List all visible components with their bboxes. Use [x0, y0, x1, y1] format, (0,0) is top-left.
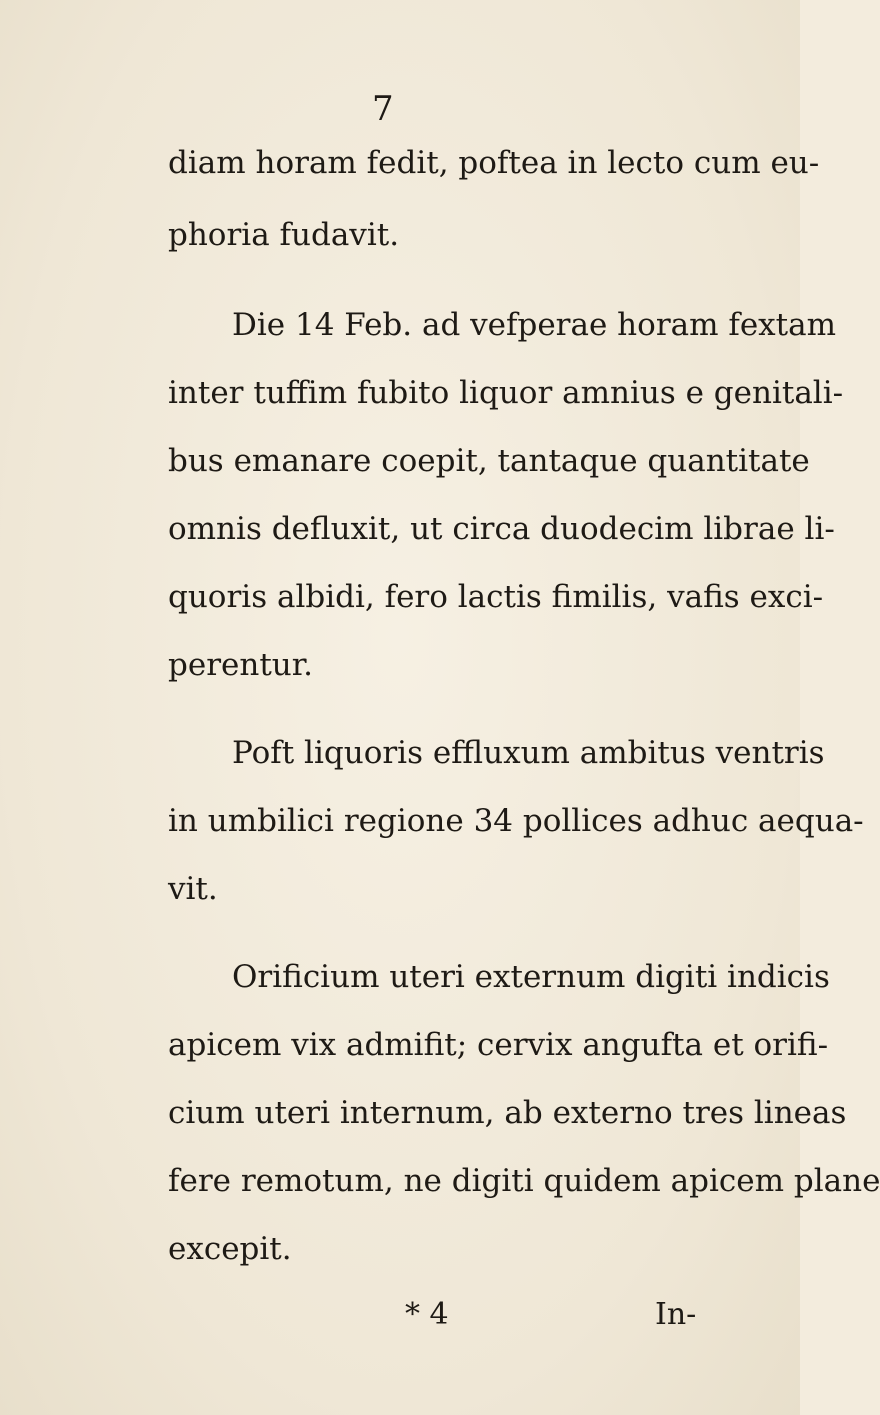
text-line-5: bus emanare coepit, tantaque quantitate: [168, 443, 810, 479]
page-footer: [0, 1297, 800, 1350]
catchword: In-: [655, 1297, 697, 1332]
text-line-3: Die 14 Feb. ad vefperae horam fextam: [232, 307, 837, 343]
text-line-8: perentur.: [168, 647, 314, 683]
text-line-6: omnis defluxit, ut circa duodecim librae li-: [168, 511, 835, 547]
text-line-14: cium uteri internum, ab externo tres lineas: [168, 1095, 847, 1131]
text-line-13: apicem vix admifit; cervix angufta et orifi-: [168, 1027, 829, 1063]
text-line-11: vit.: [168, 871, 218, 907]
text-line-15: fere remotum, ne digiti quidem apicem plane: [168, 1163, 880, 1199]
text-line-4: inter tuffim fubito liquor amnius e genitali-: [168, 375, 844, 411]
text-line-7: quoris albidi, fero lactis fimilis, vafis exci-: [168, 579, 824, 615]
signature-mark: * 4: [405, 1297, 449, 1332]
text-line-16: excepit.: [168, 1231, 292, 1267]
text-line-10: in umbilici regione 34 pollices adhuc aequa-: [168, 803, 864, 839]
text-line-1: diam horam fedit, poftea in lecto cum eu-: [168, 145, 820, 181]
page-number: 7: [372, 89, 394, 129]
text-line-12: Orificium uteri externum digiti indicis: [232, 959, 830, 995]
text-line-2: phoria fudavit.: [168, 217, 400, 253]
text-line-9: Poft liquoris effluxum ambitus ventris: [232, 735, 825, 771]
